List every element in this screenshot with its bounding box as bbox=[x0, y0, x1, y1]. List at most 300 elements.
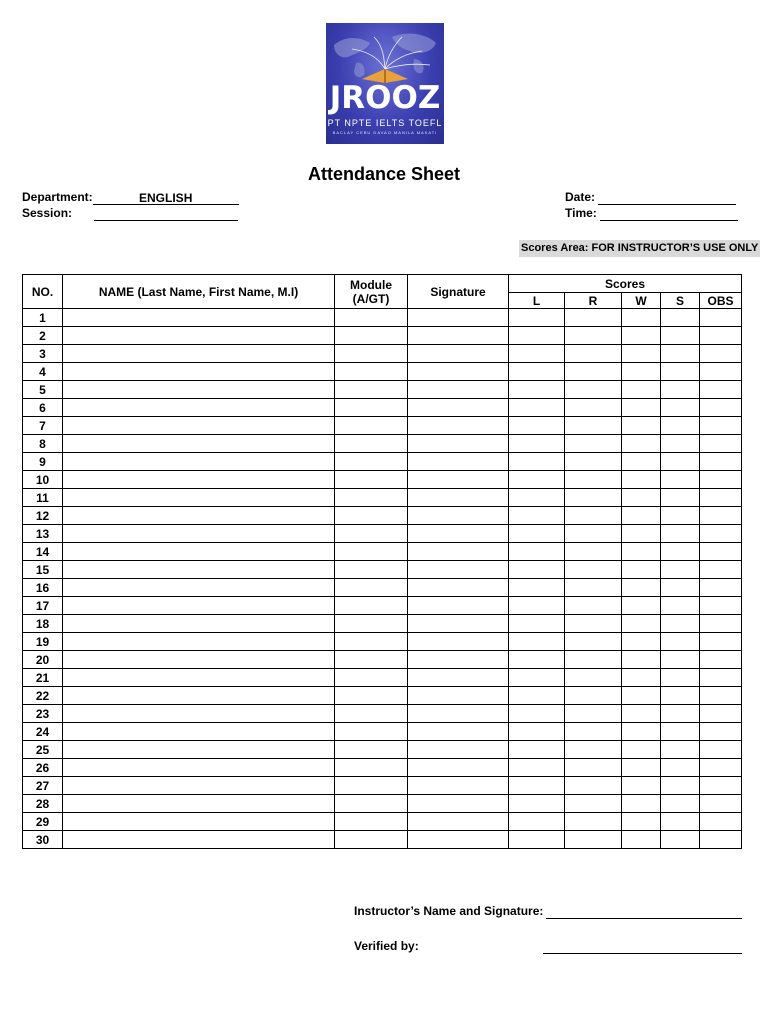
score-cell-obs[interactable] bbox=[700, 741, 742, 759]
score-cell-w[interactable] bbox=[622, 741, 661, 759]
score-cell-w[interactable] bbox=[622, 453, 661, 471]
score-cell-r[interactable] bbox=[565, 489, 622, 507]
row-number: 16 bbox=[23, 579, 63, 597]
score-cell-l[interactable] bbox=[509, 777, 565, 795]
score-cell-l[interactable] bbox=[509, 453, 565, 471]
name-cell[interactable] bbox=[63, 525, 335, 543]
row-number: 18 bbox=[23, 615, 63, 633]
module-cell[interactable] bbox=[335, 615, 408, 633]
score-cell-s[interactable] bbox=[661, 561, 700, 579]
name-cell[interactable] bbox=[63, 741, 335, 759]
score-cell-obs[interactable] bbox=[700, 327, 742, 345]
score-cell-s[interactable] bbox=[661, 417, 700, 435]
score-header-s: S bbox=[661, 293, 700, 309]
score-cell-r[interactable] bbox=[565, 687, 622, 705]
score-cell-l[interactable] bbox=[509, 327, 565, 345]
score-cell-w[interactable] bbox=[622, 813, 661, 831]
score-cell-w[interactable] bbox=[622, 489, 661, 507]
score-cell-obs[interactable] bbox=[700, 363, 742, 381]
name-cell[interactable] bbox=[63, 507, 335, 525]
score-cell-l[interactable] bbox=[509, 399, 565, 417]
verified-field bbox=[354, 939, 742, 954]
score-cell-r[interactable] bbox=[565, 615, 622, 633]
row-number: 28 bbox=[23, 795, 63, 813]
score-cell-l[interactable] bbox=[509, 759, 565, 777]
score-cell-l[interactable] bbox=[509, 651, 565, 669]
score-cell-w[interactable] bbox=[622, 525, 661, 543]
department-label: Department: bbox=[22, 190, 93, 204]
session-line[interactable] bbox=[94, 207, 238, 221]
table-row bbox=[23, 507, 742, 525]
department-value[interactable]: ENGLISH bbox=[93, 191, 239, 205]
module-cell[interactable] bbox=[335, 507, 408, 525]
score-cell-r[interactable] bbox=[565, 543, 622, 561]
name-cell[interactable] bbox=[63, 327, 335, 345]
row-number: 27 bbox=[23, 777, 63, 795]
name-cell[interactable] bbox=[63, 813, 335, 831]
signature-cell[interactable] bbox=[408, 327, 509, 345]
name-cell[interactable] bbox=[63, 417, 335, 435]
signature-cell[interactable] bbox=[408, 687, 509, 705]
instructor-label: Instructor’s Name and Signature: bbox=[354, 904, 544, 918]
signature-cell[interactable] bbox=[408, 489, 509, 507]
signature-cell[interactable] bbox=[408, 615, 509, 633]
score-cell-obs[interactable] bbox=[700, 453, 742, 471]
score-cell-w[interactable] bbox=[622, 723, 661, 741]
module-cell[interactable] bbox=[335, 435, 408, 453]
row-number: 11 bbox=[23, 489, 63, 507]
signature-cell[interactable] bbox=[408, 309, 509, 327]
score-cell-l[interactable] bbox=[509, 471, 565, 489]
score-cell-s[interactable] bbox=[661, 471, 700, 489]
score-cell-obs[interactable] bbox=[700, 417, 742, 435]
score-cell-s[interactable] bbox=[661, 309, 700, 327]
table-row bbox=[23, 489, 742, 507]
table-row bbox=[23, 399, 742, 417]
row-number: 7 bbox=[23, 417, 63, 435]
module-cell[interactable] bbox=[335, 561, 408, 579]
score-cell-r[interactable] bbox=[565, 561, 622, 579]
score-cell-l[interactable] bbox=[509, 381, 565, 399]
table-row bbox=[23, 777, 742, 795]
module-cell[interactable] bbox=[335, 633, 408, 651]
signature-cell[interactable] bbox=[408, 471, 509, 489]
signature-cell[interactable] bbox=[408, 561, 509, 579]
module-cell[interactable] bbox=[335, 525, 408, 543]
score-cell-s[interactable] bbox=[661, 489, 700, 507]
score-cell-s[interactable] bbox=[661, 345, 700, 363]
score-cell-l[interactable] bbox=[509, 669, 565, 687]
score-cell-w[interactable] bbox=[622, 309, 661, 327]
name-cell[interactable] bbox=[63, 615, 335, 633]
name-cell[interactable] bbox=[63, 489, 335, 507]
signature-cell[interactable] bbox=[408, 831, 509, 849]
score-cell-l[interactable] bbox=[509, 813, 565, 831]
score-cell-s[interactable] bbox=[661, 453, 700, 471]
table-row bbox=[23, 597, 742, 615]
score-cell-obs[interactable] bbox=[700, 723, 742, 741]
score-cell-obs[interactable] bbox=[700, 831, 742, 849]
row-number: 4 bbox=[23, 363, 63, 381]
name-cell[interactable] bbox=[63, 687, 335, 705]
score-cell-w[interactable] bbox=[622, 327, 661, 345]
name-cell[interactable] bbox=[63, 759, 335, 777]
name-cell[interactable] bbox=[63, 777, 335, 795]
score-cell-r[interactable] bbox=[565, 597, 622, 615]
score-cell-obs[interactable] bbox=[700, 543, 742, 561]
score-cell-s[interactable] bbox=[661, 525, 700, 543]
signature-cell[interactable] bbox=[408, 651, 509, 669]
name-cell[interactable] bbox=[63, 831, 335, 849]
name-cell[interactable] bbox=[63, 651, 335, 669]
score-cell-l[interactable] bbox=[509, 435, 565, 453]
module-cell[interactable] bbox=[335, 471, 408, 489]
module-cell[interactable] bbox=[335, 651, 408, 669]
table-row bbox=[23, 813, 742, 831]
verified-line[interactable] bbox=[543, 940, 742, 954]
signature-cell[interactable] bbox=[408, 669, 509, 687]
score-cell-w[interactable] bbox=[622, 543, 661, 561]
signature-cell[interactable] bbox=[408, 705, 509, 723]
score-cell-r[interactable] bbox=[565, 453, 622, 471]
table-row bbox=[23, 579, 742, 597]
signature-cell[interactable] bbox=[408, 813, 509, 831]
name-cell[interactable] bbox=[63, 597, 335, 615]
score-cell-w[interactable] bbox=[622, 417, 661, 435]
table-row bbox=[23, 363, 742, 381]
score-cell-r[interactable] bbox=[565, 777, 622, 795]
module-cell[interactable] bbox=[335, 831, 408, 849]
name-cell[interactable] bbox=[63, 669, 335, 687]
score-cell-obs[interactable] bbox=[700, 777, 742, 795]
signature-cell[interactable] bbox=[408, 741, 509, 759]
score-cell-l[interactable] bbox=[509, 561, 565, 579]
score-cell-l[interactable] bbox=[509, 489, 565, 507]
score-cell-l[interactable] bbox=[509, 507, 565, 525]
score-cell-r[interactable] bbox=[565, 741, 622, 759]
score-cell-obs[interactable] bbox=[700, 687, 742, 705]
score-cell-obs[interactable] bbox=[700, 597, 742, 615]
score-cell-obs[interactable] bbox=[700, 705, 742, 723]
name-cell[interactable] bbox=[63, 471, 335, 489]
signature-cell[interactable] bbox=[408, 795, 509, 813]
score-cell-r[interactable] bbox=[565, 579, 622, 597]
score-cell-w[interactable] bbox=[622, 759, 661, 777]
module-cell[interactable] bbox=[335, 579, 408, 597]
score-cell-r[interactable] bbox=[565, 723, 622, 741]
module-cell[interactable] bbox=[335, 381, 408, 399]
instructor-line[interactable] bbox=[546, 905, 742, 919]
module-cell[interactable] bbox=[335, 741, 408, 759]
score-cell-obs[interactable] bbox=[700, 489, 742, 507]
score-cell-s[interactable] bbox=[661, 651, 700, 669]
signature-cell[interactable] bbox=[408, 363, 509, 381]
score-cell-s[interactable] bbox=[661, 399, 700, 417]
score-cell-w[interactable] bbox=[622, 633, 661, 651]
table-row bbox=[23, 471, 742, 489]
score-cell-r[interactable] bbox=[565, 831, 622, 849]
score-cell-w[interactable] bbox=[622, 687, 661, 705]
score-cell-l[interactable] bbox=[509, 687, 565, 705]
score-cell-l[interactable] bbox=[509, 741, 565, 759]
signature-cell[interactable] bbox=[408, 759, 509, 777]
table-row bbox=[23, 723, 742, 741]
score-cell-l[interactable] bbox=[509, 597, 565, 615]
name-cell[interactable] bbox=[63, 561, 335, 579]
name-cell[interactable] bbox=[63, 633, 335, 651]
logo-cities-line: BACLAY CEBU DAVAO MANILA MAKATI bbox=[332, 130, 438, 135]
score-cell-w[interactable] bbox=[622, 579, 661, 597]
session-label: Session: bbox=[22, 206, 73, 220]
signature-cell[interactable] bbox=[408, 723, 509, 741]
score-cell-s[interactable] bbox=[661, 723, 700, 741]
name-cell[interactable] bbox=[63, 363, 335, 381]
date-line[interactable] bbox=[598, 191, 736, 205]
score-cell-s[interactable] bbox=[661, 741, 700, 759]
score-cell-s[interactable] bbox=[661, 777, 700, 795]
score-cell-s[interactable] bbox=[661, 813, 700, 831]
score-cell-r[interactable] bbox=[565, 669, 622, 687]
module-cell[interactable] bbox=[335, 669, 408, 687]
signature-cell[interactable] bbox=[408, 597, 509, 615]
score-cell-obs[interactable] bbox=[700, 471, 742, 489]
score-cell-w[interactable] bbox=[622, 615, 661, 633]
module-cell[interactable] bbox=[335, 399, 408, 417]
score-cell-obs[interactable] bbox=[700, 615, 742, 633]
score-cell-s[interactable] bbox=[661, 687, 700, 705]
signature-cell[interactable] bbox=[408, 633, 509, 651]
score-cell-r[interactable] bbox=[565, 435, 622, 453]
row-number: 29 bbox=[23, 813, 63, 831]
score-cell-r[interactable] bbox=[565, 345, 622, 363]
score-cell-obs[interactable] bbox=[700, 309, 742, 327]
module-cell[interactable] bbox=[335, 309, 408, 327]
time-line[interactable] bbox=[600, 207, 738, 221]
logo-tests-line: PT NPTE IELTS TOEFL bbox=[327, 118, 443, 128]
score-cell-s[interactable] bbox=[661, 381, 700, 399]
row-number: 13 bbox=[23, 525, 63, 543]
table-row bbox=[23, 687, 742, 705]
score-cell-w[interactable] bbox=[622, 705, 661, 723]
time-label: Time: bbox=[565, 206, 597, 220]
signature-cell[interactable] bbox=[408, 507, 509, 525]
module-cell[interactable] bbox=[335, 345, 408, 363]
name-cell[interactable] bbox=[63, 381, 335, 399]
score-cell-l[interactable] bbox=[509, 579, 565, 597]
score-cell-l[interactable] bbox=[509, 615, 565, 633]
score-cell-s[interactable] bbox=[661, 363, 700, 381]
score-cell-r[interactable] bbox=[565, 795, 622, 813]
signature-cell[interactable] bbox=[408, 399, 509, 417]
score-cell-l[interactable] bbox=[509, 525, 565, 543]
name-cell[interactable] bbox=[63, 543, 335, 561]
table-row bbox=[23, 741, 742, 759]
score-cell-obs[interactable] bbox=[700, 669, 742, 687]
score-cell-obs[interactable] bbox=[700, 507, 742, 525]
score-cell-l[interactable] bbox=[509, 831, 565, 849]
score-cell-s[interactable] bbox=[661, 705, 700, 723]
module-cell[interactable] bbox=[335, 363, 408, 381]
score-cell-obs[interactable] bbox=[700, 561, 742, 579]
attendance-table bbox=[22, 274, 742, 849]
score-cell-obs[interactable] bbox=[700, 345, 742, 363]
score-cell-w[interactable] bbox=[622, 345, 661, 363]
signature-cell[interactable] bbox=[408, 345, 509, 363]
table-row bbox=[23, 345, 742, 363]
score-cell-r[interactable] bbox=[565, 507, 622, 525]
module-cell[interactable] bbox=[335, 795, 408, 813]
row-number: 20 bbox=[23, 651, 63, 669]
score-cell-s[interactable] bbox=[661, 579, 700, 597]
score-cell-l[interactable] bbox=[509, 345, 565, 363]
name-cell[interactable] bbox=[63, 435, 335, 453]
table-row bbox=[23, 525, 742, 543]
signature-cell[interactable] bbox=[408, 543, 509, 561]
score-cell-s[interactable] bbox=[661, 543, 700, 561]
date-field bbox=[565, 190, 736, 205]
score-cell-obs[interactable] bbox=[700, 795, 742, 813]
table-row bbox=[23, 795, 742, 813]
module-cell[interactable] bbox=[335, 759, 408, 777]
score-cell-obs[interactable] bbox=[700, 633, 742, 651]
score-cell-s[interactable] bbox=[661, 615, 700, 633]
module-cell[interactable] bbox=[335, 777, 408, 795]
score-cell-r[interactable] bbox=[565, 633, 622, 651]
score-cell-s[interactable] bbox=[661, 795, 700, 813]
score-cell-obs[interactable] bbox=[700, 381, 742, 399]
score-cell-r[interactable] bbox=[565, 381, 622, 399]
score-cell-s[interactable] bbox=[661, 633, 700, 651]
score-header-w: W bbox=[622, 293, 661, 309]
module-cell[interactable] bbox=[335, 723, 408, 741]
score-cell-s[interactable] bbox=[661, 435, 700, 453]
score-cell-s[interactable] bbox=[661, 507, 700, 525]
score-cell-w[interactable] bbox=[622, 435, 661, 453]
score-cell-r[interactable] bbox=[565, 417, 622, 435]
module-cell[interactable] bbox=[335, 417, 408, 435]
score-cell-w[interactable] bbox=[622, 471, 661, 489]
score-cell-w[interactable] bbox=[622, 381, 661, 399]
module-cell[interactable] bbox=[335, 597, 408, 615]
score-cell-obs[interactable] bbox=[700, 813, 742, 831]
row-number: 12 bbox=[23, 507, 63, 525]
name-cell[interactable] bbox=[63, 309, 335, 327]
table-row bbox=[23, 453, 742, 471]
row-number: 30 bbox=[23, 831, 63, 849]
score-cell-obs[interactable] bbox=[700, 435, 742, 453]
row-number: 21 bbox=[23, 669, 63, 687]
row-number: 17 bbox=[23, 597, 63, 615]
score-cell-s[interactable] bbox=[661, 831, 700, 849]
module-cell[interactable] bbox=[335, 705, 408, 723]
row-number: 22 bbox=[23, 687, 63, 705]
table-row bbox=[23, 381, 742, 399]
score-cell-w[interactable] bbox=[622, 831, 661, 849]
score-cell-r[interactable] bbox=[565, 471, 622, 489]
name-cell[interactable] bbox=[63, 453, 335, 471]
score-cell-obs[interactable] bbox=[700, 651, 742, 669]
score-cell-l[interactable] bbox=[509, 543, 565, 561]
score-cell-s[interactable] bbox=[661, 327, 700, 345]
score-cell-r[interactable] bbox=[565, 327, 622, 345]
signature-cell[interactable] bbox=[408, 777, 509, 795]
signature-cell[interactable] bbox=[408, 453, 509, 471]
name-cell[interactable] bbox=[63, 579, 335, 597]
score-cell-l[interactable] bbox=[509, 705, 565, 723]
name-cell[interactable] bbox=[63, 795, 335, 813]
name-cell[interactable] bbox=[63, 399, 335, 417]
signature-cell[interactable] bbox=[408, 381, 509, 399]
table-row bbox=[23, 651, 742, 669]
score-cell-obs[interactable] bbox=[700, 399, 742, 417]
score-cell-obs[interactable] bbox=[700, 579, 742, 597]
score-cell-w[interactable] bbox=[622, 795, 661, 813]
row-number: 10 bbox=[23, 471, 63, 489]
score-cell-obs[interactable] bbox=[700, 525, 742, 543]
table-row bbox=[23, 669, 742, 687]
score-cell-r[interactable] bbox=[565, 651, 622, 669]
score-cell-w[interactable] bbox=[622, 669, 661, 687]
score-header-r: R bbox=[565, 293, 622, 309]
signature-cell[interactable] bbox=[408, 525, 509, 543]
score-cell-r[interactable] bbox=[565, 309, 622, 327]
module-cell[interactable] bbox=[335, 813, 408, 831]
score-cell-s[interactable] bbox=[661, 597, 700, 615]
module-cell[interactable] bbox=[335, 327, 408, 345]
scores-area-note: Scores Area: FOR INSTRUCTOR’S USE ONLY bbox=[519, 240, 760, 257]
row-number: 3 bbox=[23, 345, 63, 363]
table-row bbox=[23, 543, 742, 561]
score-cell-w[interactable] bbox=[622, 363, 661, 381]
score-cell-w[interactable] bbox=[622, 777, 661, 795]
score-cell-s[interactable] bbox=[661, 669, 700, 687]
signature-cell[interactable] bbox=[408, 435, 509, 453]
score-cell-w[interactable] bbox=[622, 507, 661, 525]
module-cell[interactable] bbox=[335, 687, 408, 705]
score-cell-r[interactable] bbox=[565, 705, 622, 723]
score-cell-l[interactable] bbox=[509, 633, 565, 651]
score-cell-r[interactable] bbox=[565, 759, 622, 777]
score-cell-l[interactable] bbox=[509, 309, 565, 327]
module-cell[interactable] bbox=[335, 543, 408, 561]
score-cell-r[interactable] bbox=[565, 363, 622, 381]
name-cell[interactable] bbox=[63, 345, 335, 363]
score-cell-w[interactable] bbox=[622, 561, 661, 579]
table-row bbox=[23, 615, 742, 633]
score-cell-w[interactable] bbox=[622, 399, 661, 417]
score-cell-obs[interactable] bbox=[700, 759, 742, 777]
signature-cell[interactable] bbox=[408, 579, 509, 597]
score-cell-l[interactable] bbox=[509, 795, 565, 813]
score-cell-s[interactable] bbox=[661, 759, 700, 777]
name-cell[interactable] bbox=[63, 705, 335, 723]
table-row bbox=[23, 705, 742, 723]
module-cell[interactable] bbox=[335, 453, 408, 471]
score-cell-w[interactable] bbox=[622, 597, 661, 615]
score-cell-l[interactable] bbox=[509, 417, 565, 435]
signature-cell[interactable] bbox=[408, 417, 509, 435]
score-cell-l[interactable] bbox=[509, 363, 565, 381]
score-cell-r[interactable] bbox=[565, 813, 622, 831]
score-cell-r[interactable] bbox=[565, 525, 622, 543]
score-cell-l[interactable] bbox=[509, 723, 565, 741]
score-header-obs: OBS bbox=[700, 293, 742, 309]
name-cell[interactable] bbox=[63, 723, 335, 741]
score-cell-r[interactable] bbox=[565, 399, 622, 417]
module-cell[interactable] bbox=[335, 489, 408, 507]
page-title: Attendance Sheet bbox=[307, 164, 461, 184]
score-cell-w[interactable] bbox=[622, 651, 661, 669]
